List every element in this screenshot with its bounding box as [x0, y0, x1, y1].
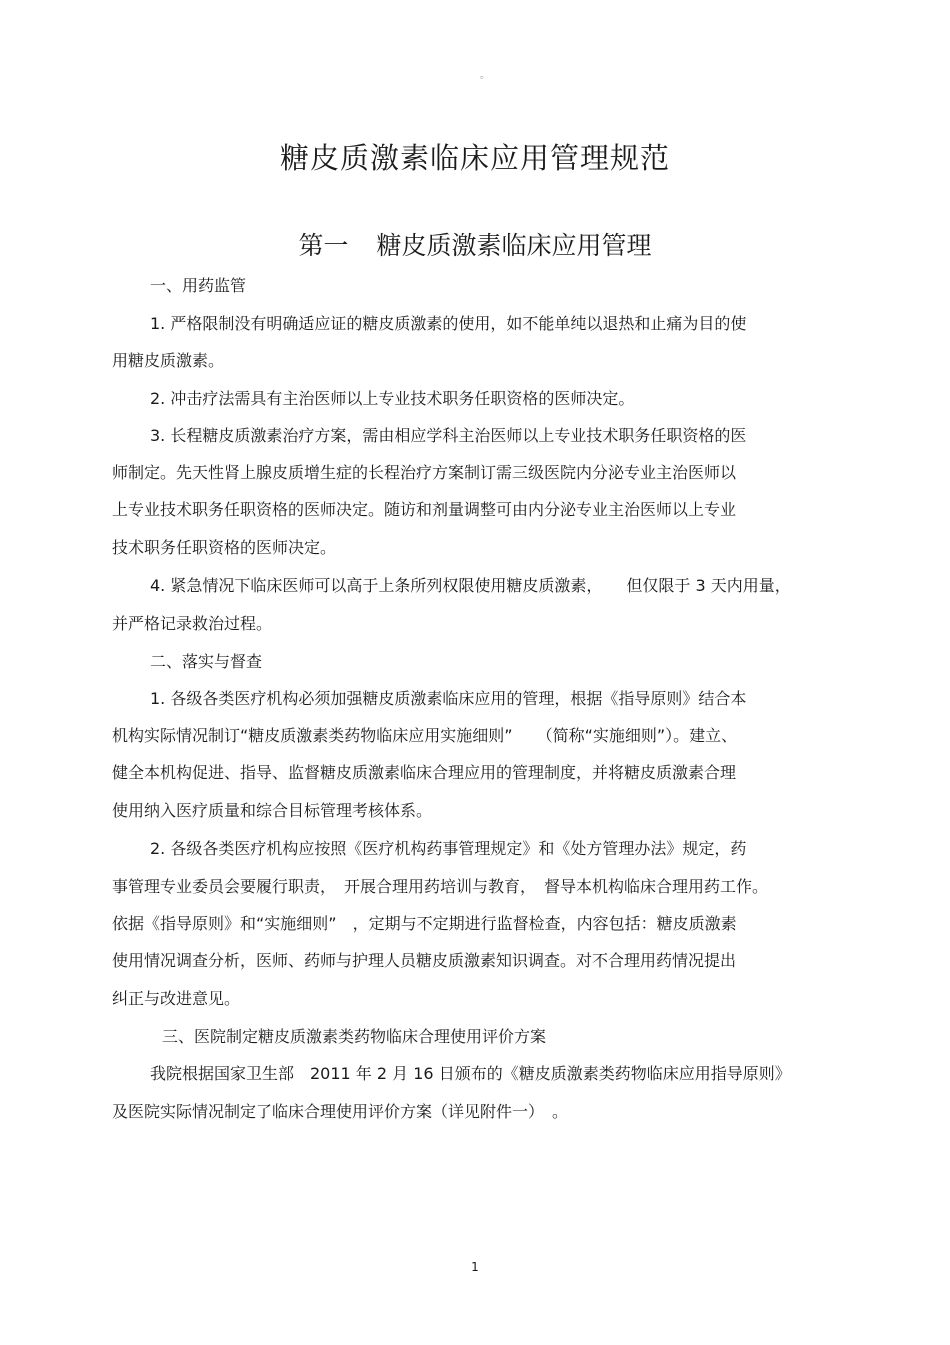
- chapter-title: 糖皮质激素临床应用管理: [376, 231, 652, 260]
- paragraph-line: 并严格记录救治过程。: [112, 614, 273, 633]
- section-heading-3: 三、医院制定糖皮质激素类药物临床合理使用评价方案: [162, 1027, 547, 1046]
- paragraph-line: 技术职务任职资格的医师决定。: [112, 538, 337, 557]
- paragraph-line: 事管理专业委员会要履行职责， 开展合理用药培训与教育， 督导本机构临床合理用药工作。: [112, 877, 769, 896]
- paragraph-line: 使用情况调查分析，医师、药师与护理人员糖皮质激素知识调查。对不合理用药情况提出: [112, 951, 737, 970]
- paragraph-line: 用糖皮质激素。: [112, 351, 225, 370]
- paragraph-line: 3. 长程糖皮质激素治疗方案，需由相应学科主治医师以上专业技术职务任职资格的医: [150, 426, 747, 445]
- paragraph-line: 健全本机构促进、指导、监督糖皮质激素临床合理应用的管理制度，并将糖皮质激素合理: [112, 763, 737, 782]
- paragraph-line: 机构实际情况制订“糖皮质激素类药物临床应用实施细则” （简称“实施细则”）。建立、: [112, 726, 738, 745]
- page-number: 1: [471, 1260, 479, 1274]
- paragraph-line: 1. 各级各类医疗机构必须加强糖皮质激素临床应用的管理，根据《指导原则》结合本: [150, 689, 747, 708]
- section-heading-1: 一、用药监管: [150, 276, 247, 295]
- paragraph-line: 及医院实际情况制定了临床合理使用评价方案（详见附件一） 。: [112, 1102, 569, 1121]
- chapter-heading: [0, 226, 950, 262]
- paragraph-line: 使用纳入医疗质量和综合目标管理考核体系。: [112, 801, 433, 820]
- paragraph-line: 上专业技术职务任职资格的医师决定。随访和剂量调整可由内分泌专业主治医师以上专业: [112, 500, 737, 519]
- paragraph-line: 纠正与改进意见。: [112, 989, 241, 1008]
- paragraph-line: 师制定。先天性肾上腺皮质增生症的长程治疗方案制订需三级医院内分泌专业主治医师以: [112, 463, 737, 482]
- document-title: 糖皮质激素临床应用管理规范: [279, 141, 670, 175]
- paragraph-line: 4. 紧急情况下临床医师可以高于上条所列权限使用糖皮质激素， 但仅限于 3 天内用量，: [150, 576, 791, 595]
- paragraph-line: 1. 严格限制没有明确适应证的糖皮质激素的使用，如不能单纯以退热和止痛为目的使: [150, 314, 747, 333]
- paragraph-line: 2. 各级各类医疗机构应按照《医疗机构药事管理规定》和《处方管理办法》规定，药: [150, 839, 747, 858]
- paragraph-line: 2. 冲击疗法需具有主治医师以上专业技术职务任职资格的医师决定。: [150, 389, 635, 408]
- paragraph-line: 我院根据国家卫生部 2011 年 2 月 16 日颁布的《糖皮质激素类药物临床应用指导原则》: [150, 1064, 791, 1083]
- chapter-number: 第一: [298, 231, 349, 260]
- section-heading-2: 二、落实与督查: [150, 652, 263, 671]
- header-mark: 。: [480, 70, 490, 81]
- paragraph-line: 依据《指导原则》和“实施细则” ，定期与不定期进行监督检查，内容包括：糖皮质激素: [112, 914, 737, 933]
